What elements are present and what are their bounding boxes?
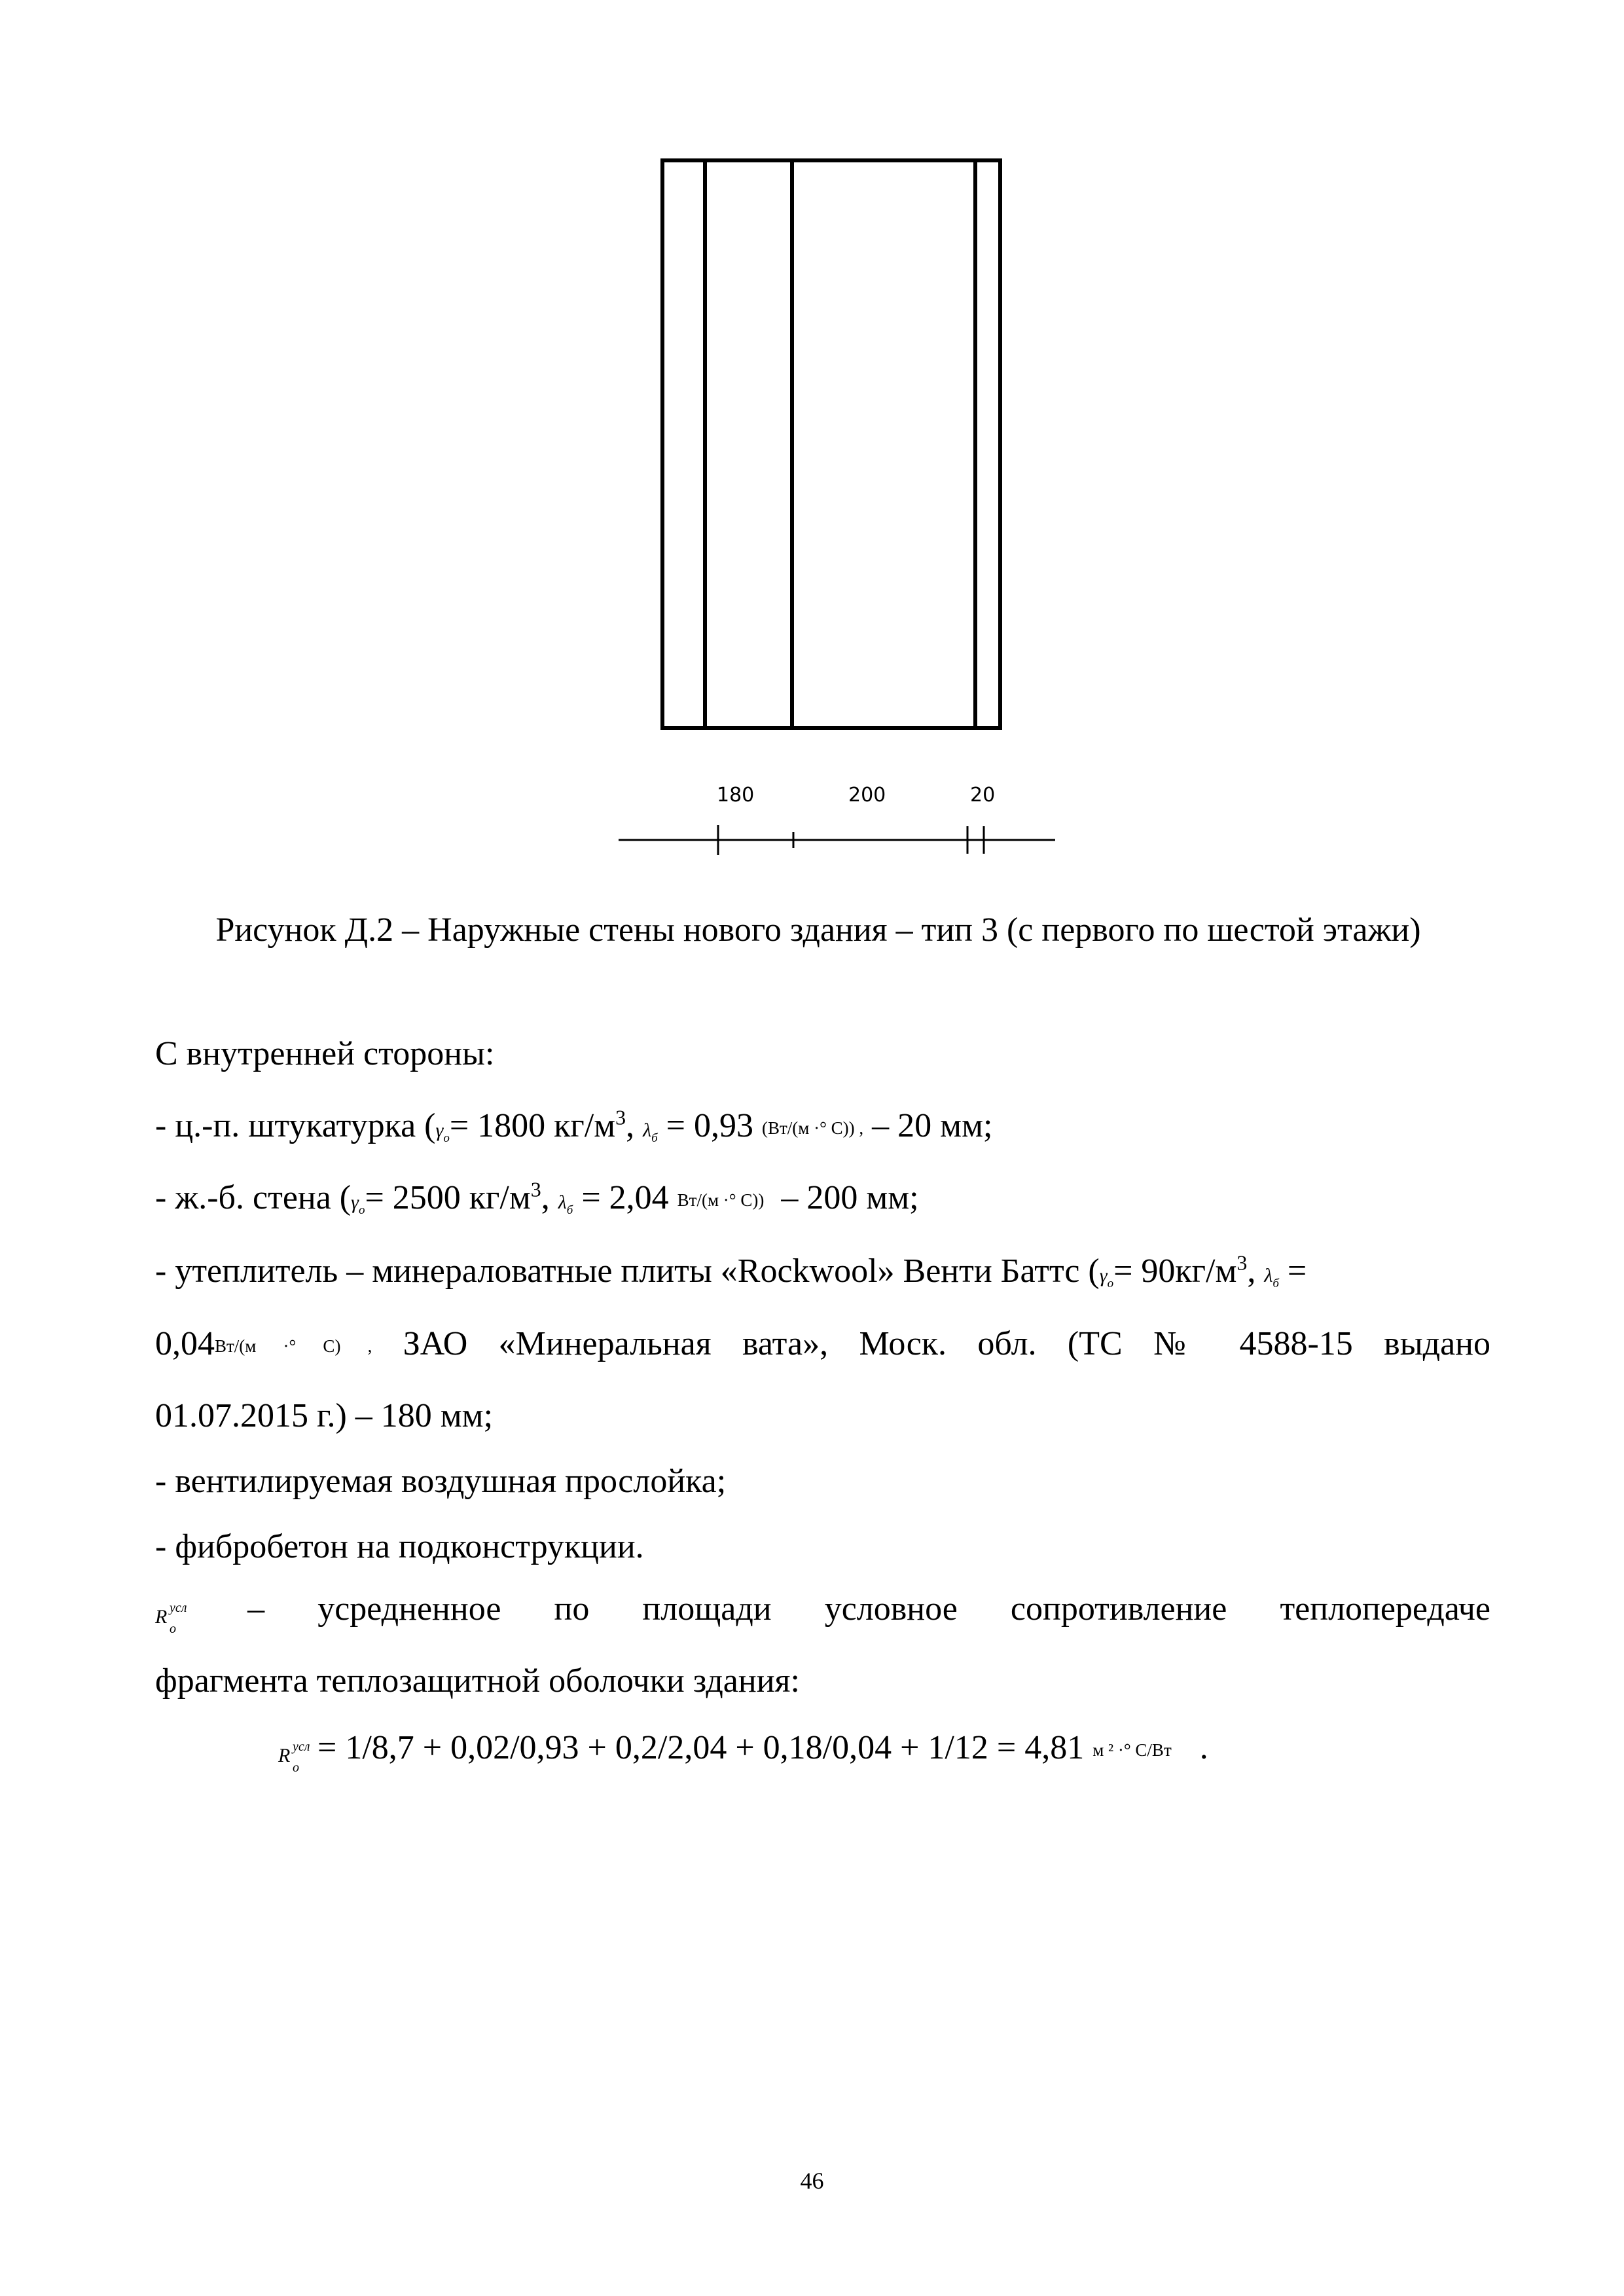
layer-fibrocement: - фибробетон на подконструкции. xyxy=(155,1528,644,1565)
layer1-conductivity: = 0,93 xyxy=(666,1107,753,1144)
gamma-symbol: γ xyxy=(1099,1265,1108,1286)
layer1-name: - ц.-п. штукатурка ( xyxy=(155,1107,436,1144)
layer2-density: = 2500 кг/м xyxy=(365,1179,531,1216)
layer1-density: = 1800 кг/м xyxy=(449,1107,616,1144)
figure-caption: Рисунок Д.2 – Наружные стены нового здания – тип 3 (с первого по шестой этажи) xyxy=(215,911,1421,949)
lambda-subscript: б xyxy=(566,1203,573,1217)
layer2-thickness: – 200 мм; xyxy=(781,1179,919,1216)
layer3-density: = 90кг/м xyxy=(1113,1252,1237,1290)
dim-label-180: 180 xyxy=(717,784,755,807)
wall-outline xyxy=(662,160,1000,728)
lambda-symbol: λ xyxy=(643,1120,652,1141)
layer3-conductivity: 0,04 xyxy=(155,1325,215,1362)
layer3-thickness: 01.07.2015 г.) – 180 мм; xyxy=(155,1397,494,1434)
intro-text: С внутренней стороны: xyxy=(155,1035,495,1072)
density-exponent: 3 xyxy=(530,1177,541,1201)
gamma-subscript: о xyxy=(1107,1277,1114,1290)
lambda-subscript: б xyxy=(651,1131,658,1145)
gamma-symbol: γ xyxy=(435,1120,444,1141)
dim-label-20: 20 xyxy=(970,784,996,807)
dim-label-200: 200 xyxy=(848,784,886,807)
separator: , xyxy=(1247,1252,1256,1290)
gamma-symbol: γ xyxy=(351,1192,359,1213)
layer3-manufacturer: ЗАО «Минеральная вата», Моск. обл. (ТС № 4588-15 выдано xyxy=(403,1325,1490,1362)
layer-concrete xyxy=(155,1178,1490,1230)
lambda-symbol: λ xyxy=(1264,1265,1273,1286)
formula-end: . xyxy=(1199,1729,1208,1766)
page-number: 46 xyxy=(800,2168,824,2194)
layer3-unit: Вт/(м ·° С) , xyxy=(215,1336,372,1356)
definition-text: – усредненное по площади условное сопротивление теплопередаче xyxy=(247,1590,1491,1628)
gamma-subscript: о xyxy=(443,1131,450,1145)
r-conditional-symbol: R усл о xyxy=(155,1601,187,1636)
separator: , xyxy=(541,1179,550,1216)
layer2-unit: Вт/(м ·° С)) xyxy=(677,1190,765,1210)
lambda-subscript: б xyxy=(1272,1277,1279,1290)
definition-line-2: фрагмента теплозащитной оболочки здания: xyxy=(155,1662,800,1700)
layer1-unit: (Вт/(м ·° С)) , xyxy=(762,1118,864,1138)
layer-insulation xyxy=(155,1252,1490,1303)
layer-insulation-cont xyxy=(155,1324,1490,1366)
r-conditional-symbol: R усл о xyxy=(278,1740,310,1775)
density-exponent: 3 xyxy=(1236,1250,1248,1275)
formula xyxy=(278,1728,1456,1775)
lambda-symbol: λ xyxy=(558,1192,567,1213)
layer-plaster xyxy=(155,1106,1490,1158)
formula-expression: = 1/8,7 + 0,02/0,93 + 0,2/2,04 + 0,18/0,04 + 1/12 = 4,81 xyxy=(317,1729,1085,1766)
density-exponent: 3 xyxy=(615,1105,626,1129)
equals-sign: = xyxy=(1287,1252,1307,1290)
layer-air-gap: - вентилируемая воздушная прослойка; xyxy=(155,1463,727,1500)
definition-line-1 xyxy=(155,1590,1491,1636)
layer2-name: - ж.-б. стена ( xyxy=(155,1179,352,1216)
formula-unit: м ² ·° С/Вт xyxy=(1092,1740,1172,1760)
layer3-name: - утеплитель – минераловатные плиты «Rockwool» Венти Баттс ( xyxy=(155,1252,1100,1290)
gamma-subscript: о xyxy=(358,1203,365,1217)
layer2-conductivity: = 2,04 xyxy=(581,1179,669,1216)
separator: , xyxy=(626,1107,635,1144)
wall-section-figure xyxy=(0,0,1624,890)
layer1-thickness: – 20 мм; xyxy=(872,1107,993,1144)
